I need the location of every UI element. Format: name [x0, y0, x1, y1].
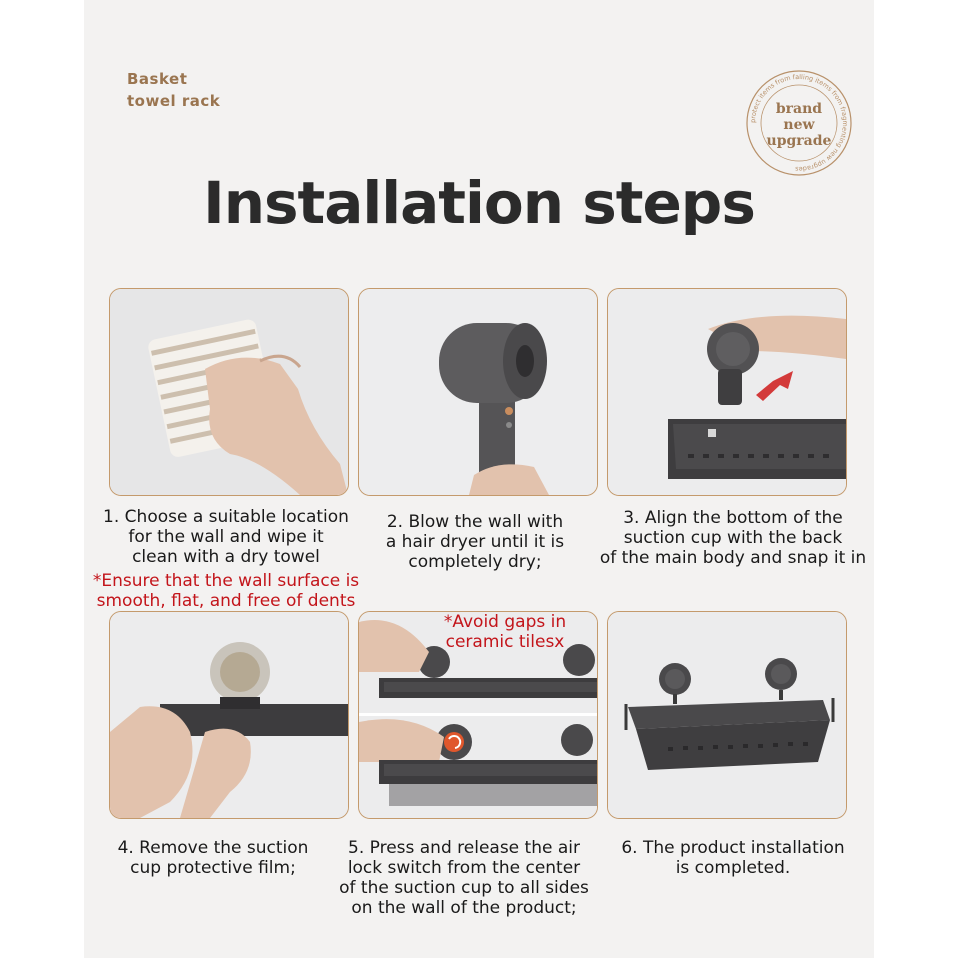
step-5-caption [319, 838, 609, 918]
tile-gap-warning [430, 612, 580, 652]
step-3-caption-line: of the main body and snap it in [599, 548, 867, 568]
brand-new-upgrade-seal [744, 68, 854, 178]
step-2-caption [330, 512, 620, 572]
seal-ring-text: protect items from falling items from fragmenting new upgrades [748, 72, 850, 174]
page-title: Installation steps [203, 169, 755, 237]
warning-line: ceramic tilesx [445, 632, 565, 652]
step-4-caption [68, 838, 358, 878]
step-2-caption-line: 2. Blow the wall with [386, 512, 564, 532]
step-3-caption-line: 3. Align the bottom of the [623, 508, 843, 528]
warning-line: *Avoid gaps in [443, 612, 567, 632]
step-1-caption-line: 1. Choose a suitable location [103, 507, 349, 527]
step-5-caption-line: 5. Press and release the air [348, 838, 580, 858]
step-4-caption-line: cup protective film; [130, 858, 296, 878]
step-4-caption-line: 4. Remove the suction [117, 838, 309, 858]
step-2-photo [358, 288, 598, 496]
step-3-caption-line: suction cup with the back [623, 528, 843, 548]
step-1-caption-line: clean with a dry towel [132, 547, 320, 567]
step-6-caption [588, 838, 878, 878]
warning-line: smooth, flat, and free of dents [96, 591, 356, 611]
seal-line-2: new [783, 117, 815, 133]
step-6-caption-line: is completed. [675, 858, 791, 878]
step-1-photo [109, 288, 349, 496]
step-1-caption-line: for the wall and wipe it [128, 527, 324, 547]
brand-line-1: Basket [127, 70, 188, 88]
step-3-caption [588, 508, 878, 568]
brand-line-2: towel rack [127, 92, 221, 110]
step-5-caption-line: lock switch from the center [347, 858, 581, 878]
step-6-photo [607, 611, 847, 819]
step-6-caption-line: 6. The product installation [621, 838, 845, 858]
step-4-photo [109, 611, 349, 819]
step-2-caption-line: a hair dryer until it is [385, 532, 565, 552]
step-5-caption-line: of the suction cup to all sides [339, 878, 589, 898]
step-2-caption-line: completely dry; [408, 552, 542, 572]
step-5-caption-line: on the wall of the product; [351, 898, 577, 918]
seal-line-3: upgrade [766, 133, 832, 149]
brand-label [127, 68, 220, 112]
step-1-caption [81, 507, 371, 567]
step-3-photo [607, 288, 847, 496]
seal-line-1: brand [775, 101, 823, 117]
warning-line: *Ensure that the wall surface is [92, 571, 360, 591]
wall-surface-warning [71, 571, 381, 611]
